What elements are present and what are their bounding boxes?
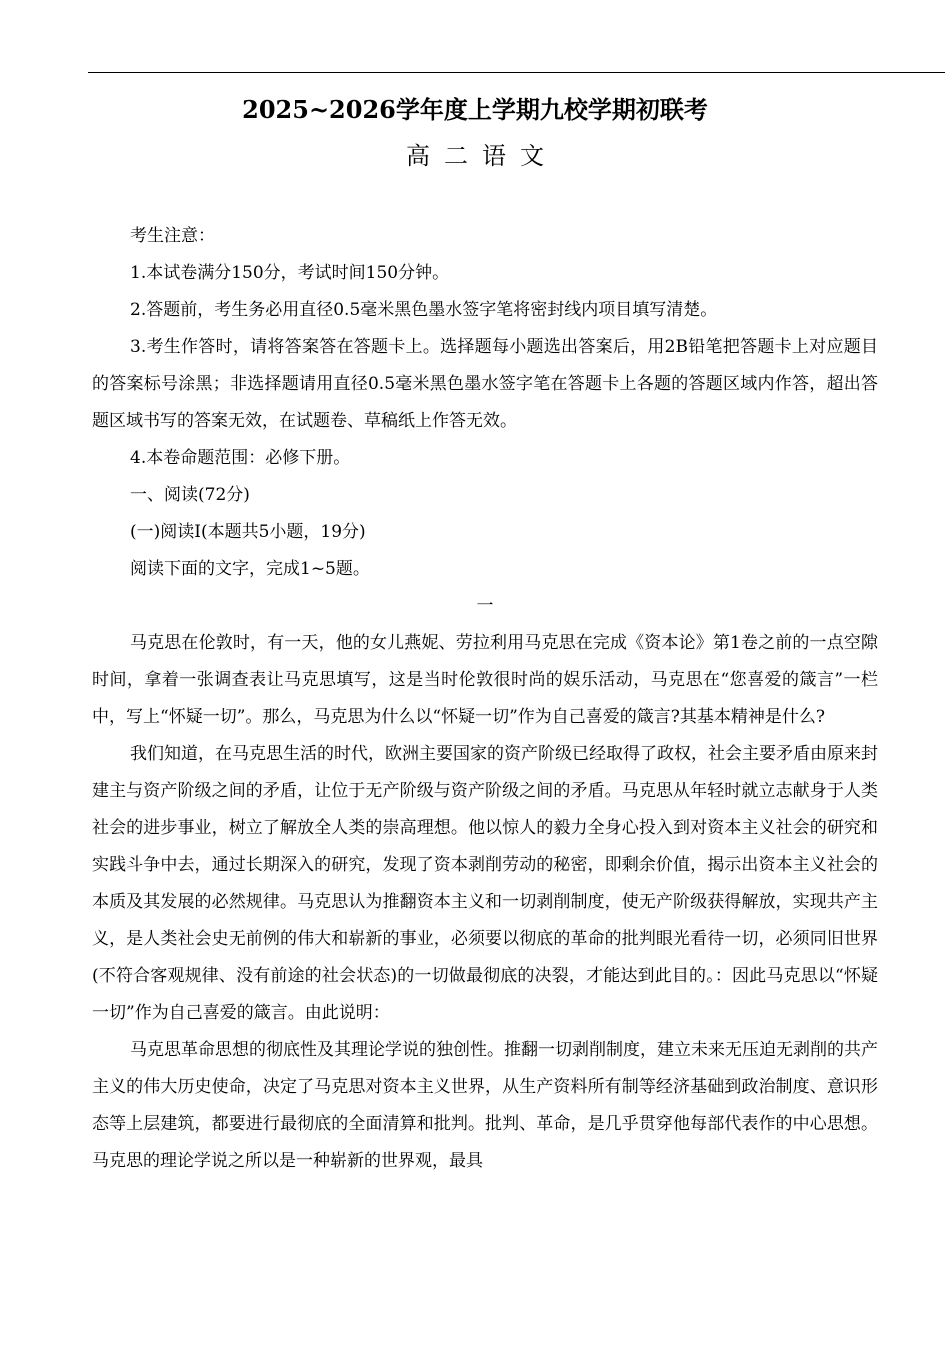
document-body [92, 218, 878, 1180]
passage-marker: 一 [476, 596, 494, 616]
subsection-title: (一)阅读Ⅰ(本题共5小题，19分) [130, 522, 366, 542]
reading-instruction: 阅读下面的文字，完成1~5题。 [130, 559, 370, 579]
notice-heading: 考生注意： [130, 226, 215, 246]
passage-paragraph-3: 马克思革命思想的彻底性及其理论学说的独创性。推翻一切剥削制度，建立未来无压迫无剥削的共产主义的伟大历史使命，决定了马克思对资本主义世界，从生产资料所有制等经济基础到政治制度、意识形态等上层建筑，都要进行最彻底的全面清算和批判。批判、革命，是几乎贯穿他每部代表作的中心思想。马克思的理论学说之所以是一种崭新的世界观，最具 [92, 1040, 878, 1171]
section-title: 一、阅读(72分) [130, 485, 250, 505]
notice-item-2: 2.答题前，考生务必用直径0.5毫米黑色墨水签字笔将密封线内项目填写清楚。 [130, 300, 718, 320]
passage-paragraph-2: 我们知道，在马克思生活的时代，欧洲主要国家的资产阶级已经取得了政权，社会主要矛盾由原来封建主与资产阶级之间的矛盾，让位于无产阶级与资产阶级之间的矛盾。马克思从年轻时就立志献身于人类社会的进步事业，树立了解放全人类的崇高理想。他以惊人的毅力全身心投入到对资本主义社会的研究和实践斗争中去，通过长期深入的研究，发现了资本剥削劳动的秘密，即剩余价值，揭示出资本主义社会的本质及其发展的必然规律。马克思认为推翻资本主义和一切剥削制度，使无产阶级获得解放，实现共产主义，是人类社会史无前例的伟大和崭新的事业，必须要以彻底的革命的批判眼光看待一切，必须同旧世界(不符合客观规律、没有前途的社会状态)的一切做最彻底的决裂，才能达到此目的。：因此马克思以“怀疑一切”作为自己喜爱的箴言。由此说明： [92, 744, 878, 1023]
notice-item-3: 3.考生作答时，请将答案答在答题卡上。选择题每小题选出答案后，用2B铅笔把答题卡上对应题目的答案标号涂黑；非选择题请用直径0.5毫米黑色墨水签字笔在答题卡上各题的答题区域内作答，超出答题区域书写的答案无效，在试题卷、草稿纸上作答无效。 [92, 337, 878, 431]
exam-title: 2025~2026学年度上学期九校学期初联考 [242, 95, 708, 124]
top-rule [88, 72, 945, 73]
subject-title: 高二语文 [406, 142, 558, 170]
notice-item-4: 4.本卷命题范围：必修下册。 [130, 448, 351, 468]
notice-item-1: 1.本试卷满分150分，考试时间150分钟。 [130, 263, 450, 283]
passage-paragraph-1: 马克思在伦敦时，有一天，他的女儿燕妮、劳拉利用马克思在完成《资本论》第1卷之前的一点空隙时间，拿着一张调查表让马克思填写，这是当时伦敦很时尚的娱乐活动，马克思在“您喜爱的箴言”一栏中，写上“怀疑一切”。那么，马克思为什么以“怀疑一切”作为自己喜爱的箴言?其基本精神是什么? [92, 633, 878, 727]
